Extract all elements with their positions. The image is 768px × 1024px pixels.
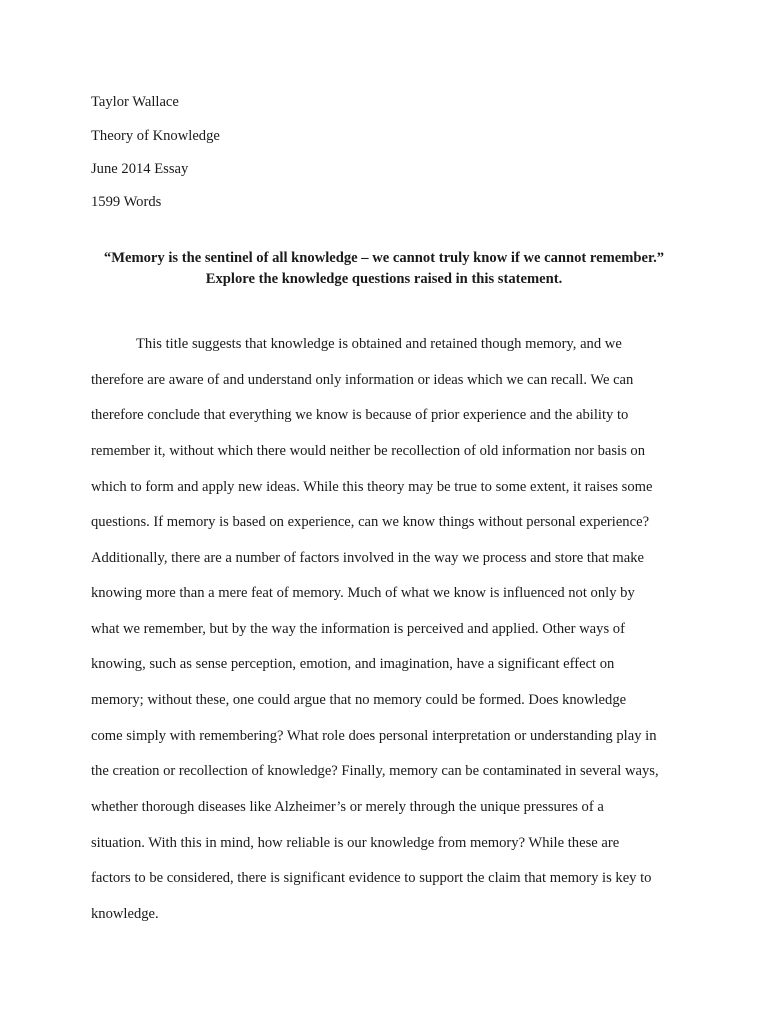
body-line: which to form and apply new ideas. While this theory may be true to some extent, it raises some bbox=[91, 479, 653, 495]
essay-prompt-instruction: Explore the knowledge questions raised in this statement. bbox=[205, 271, 563, 287]
body-line: knowing more than a mere feat of memory. Much of what we know is influenced not only by bbox=[91, 585, 635, 601]
body-line: come simply with remembering? What role does personal interpretation or understanding play in bbox=[91, 728, 657, 744]
body-line: remember it, without which there would neither be recollection of old information nor basis on bbox=[91, 443, 646, 459]
essay-date: June 2014 Essay bbox=[91, 161, 189, 177]
body-line: therefore conclude that everything we know is because of prior experience and the ability to bbox=[91, 407, 629, 423]
body-line: Additionally, there are a number of factors involved in the way we process and store that make bbox=[91, 550, 645, 566]
body-line: whether thorough diseases like Alzheimer’s or merely through the unique pressures of a bbox=[91, 799, 604, 815]
body-line: knowing, such as sense perception, emotion, and imagination, have a significant effect on bbox=[91, 656, 615, 672]
body-line: memory; without these, one could argue that no memory could be formed. Does knowledge bbox=[91, 692, 627, 708]
body-line: situation. With this in mind, how reliable is our knowledge from memory? While these are bbox=[91, 835, 620, 851]
body-line: knowledge. bbox=[91, 906, 159, 922]
body-line: This title suggests that knowledge is obtained and retained though memory, and we bbox=[136, 336, 622, 352]
author-name: Taylor Wallace bbox=[91, 94, 179, 110]
body-line: the creation or recollection of knowledge? Finally, memory can be contaminated in several ways, bbox=[91, 763, 659, 779]
essay-prompt-quote: “Memory is the sentinel of all knowledge – we cannot truly know if we cannot remember.” bbox=[103, 250, 665, 266]
body-line: questions. If memory is based on experience, can we know things without personal experience? bbox=[91, 514, 650, 530]
body-line: what we remember, but by the way the information is perceived and applied. Other ways of bbox=[91, 621, 625, 637]
body-line: therefore are aware of and understand only information or ideas which we can recall. We can bbox=[91, 372, 634, 388]
word-count: 1599 Words bbox=[91, 194, 162, 210]
course-name: Theory of Knowledge bbox=[91, 128, 220, 144]
body-line: factors to be considered, there is significant evidence to support the claim that memory is key to bbox=[91, 870, 652, 886]
